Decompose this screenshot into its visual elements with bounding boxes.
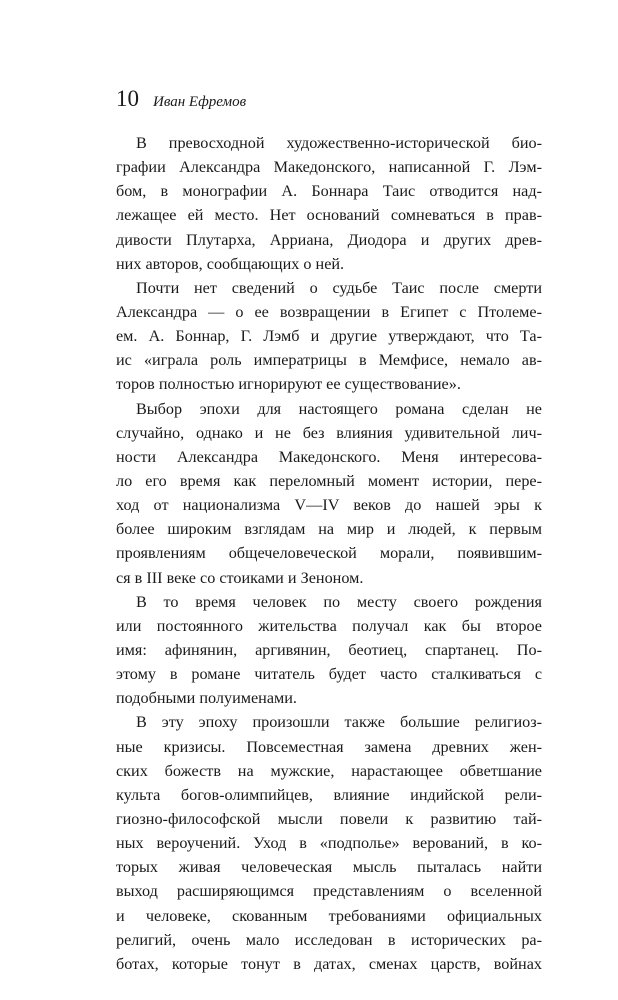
paragraph bbox=[116, 590, 542, 711]
paragraph bbox=[116, 131, 542, 276]
text-line: ем. А. Боннар, Г. Лэмб и другие утверждают, что Та- bbox=[116, 327, 542, 346]
text-line: Александра — о ее возвращении в Египет с Птолеме- bbox=[116, 302, 542, 321]
text-line: ских божеств на мужские, нарастающее обветшание bbox=[116, 761, 542, 780]
paragraph bbox=[116, 397, 542, 590]
text-line: религий, очень мало исследован в исторических ра- bbox=[116, 930, 542, 949]
text-line: ботах, которые тонут в датах, сменах царств, войнах bbox=[116, 954, 542, 973]
text-line: лежащее ей место. Нет оснований сомневаться в прав- bbox=[116, 206, 542, 225]
text-line: них авторов, сообщающих о ней. bbox=[116, 254, 345, 273]
paragraph bbox=[116, 276, 542, 397]
text-line: выход расширяющимся представлениям о вселенной bbox=[116, 882, 542, 901]
text-line: В превосходной художественно-исторической био- bbox=[136, 134, 542, 152]
text-line: В эту эпоху произошли также большие религиоз- bbox=[136, 713, 542, 732]
text-line: ности Александра Македонского. Меня интересова- bbox=[116, 447, 542, 466]
text-line: гиозно-философской мысли повели к развитию тай- bbox=[116, 809, 542, 828]
text-line: проявлениям общечеловеческой морали, появившим- bbox=[116, 544, 542, 563]
text-line: культа богов-олимпийцев, влияние индийской рели- bbox=[116, 785, 542, 804]
text-line: ся в III веке со стоиками и Зеноном. bbox=[116, 568, 364, 587]
text-line: Выбор эпохи для настоящего романа сделан не bbox=[136, 399, 542, 418]
text-line: этому в романе читатель будет часто сталкиваться с bbox=[116, 665, 542, 684]
text-line: ных вероучений. Уход в «подполье» верований, в ко- bbox=[116, 834, 542, 853]
text-line: или постоянного жительства получал как бы второе bbox=[116, 616, 542, 635]
text-line: торов полностью игнорируют ее существование». bbox=[116, 375, 461, 394]
page-number: 10 bbox=[116, 86, 139, 111]
text-line: бом, в монографии А. Боннара Таис отводится над- bbox=[116, 182, 542, 201]
text-line: более широким взглядам на мир и людей, к первым bbox=[116, 520, 542, 539]
text-line: ис «играла роль императрицы в Мемфисе, немало ав- bbox=[116, 351, 542, 370]
text-line: графии Александра Македонского, написанной Г. Лэм- bbox=[116, 158, 542, 177]
running-title: Иван Ефремов bbox=[153, 94, 247, 110]
text-line: дивости Плутарха, Арриана, Диодора и других древ- bbox=[116, 230, 542, 249]
body-text bbox=[116, 131, 542, 976]
text-line: случайно, однако и не без влияния удивительной лич- bbox=[116, 423, 542, 442]
text-line: имя: афинянин, аргивянин, беотиец, спартанец. По- bbox=[116, 640, 542, 659]
text-line: В то время человек по месту своего рождения bbox=[136, 592, 542, 611]
text-line: ло его время как переломный момент истории, пере- bbox=[116, 471, 542, 490]
paragraph bbox=[116, 710, 542, 976]
text-line: подобными полуименами. bbox=[116, 689, 297, 708]
text-line: торых живая человеческая мысль пыталась найти bbox=[116, 858, 542, 877]
text-line: ные кризисы. Повсеместная замена древних жен- bbox=[116, 737, 542, 756]
text-line: ход от национализма V—IV веков до нашей эры к bbox=[116, 496, 542, 515]
text-line: и человеке, скованным требованиями официальных bbox=[116, 906, 542, 925]
page-header bbox=[116, 86, 546, 116]
text-line: Почти нет сведений о судьбе Таис после смерти bbox=[136, 278, 542, 297]
